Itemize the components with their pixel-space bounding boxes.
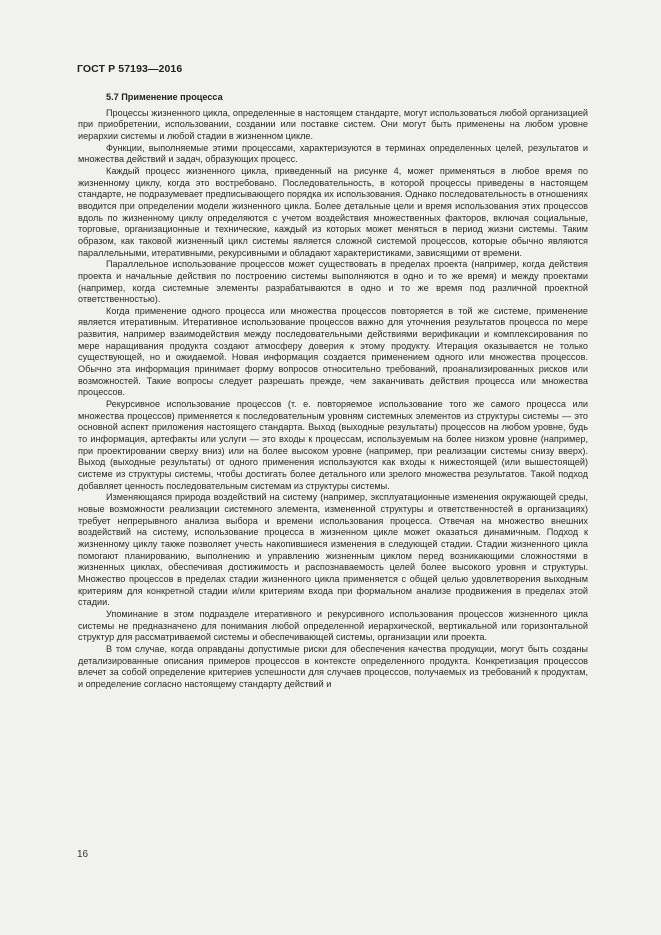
document-body: [78, 92, 588, 690]
paragraph: Каждый процесс жизненного цикла, приведенный на рисунке 4, может применяться в любое время по жизненному циклу, когда это востребовано. Последовательность, в которой процессы приведены в настоящем стандарте, не подразумевает предписывающего порядка их использования. Однако последовательность в отношениях вводится при определении модели жизненного цикла. Более детальные цели и время использования этих процессов вдоль по жизненному циклу определяются с учетом воздействия множественных факторов, включая социальные, торговые, организационные и технические, каждый из которых может меняться в период жизни системы. Таким образом, как таковой жизненный цикл системы является сложной системой процессов, которые обычно являются параллельными, итеративными, рекурсивными и обладают характеристиками, зависящими от времени.: [78, 165, 588, 258]
paragraph: Функции, выполняемые этими процессами, характеризуются в терминах определенных целей, результатов и множества действий и задач, образующих процесс.: [78, 142, 588, 165]
paragraph: Процессы жизненного цикла, определенные в настоящем стандарте, могут использоваться любой организацией при приобретении, использовании, создании или поставке систем. Они могут быть применены на любом уровне иерархии системы и любой стадии в жизненном цикле.: [78, 107, 588, 141]
paragraph: Упоминание в этом подразделе итеративного и рекурсивного использования процессов жизненного цикла системы не предназначено для понимания любой определенной иерархической, вертикальной или горизонтальной структур для рассматриваемой системы и обеспечивающей системы, организации или проекта.: [78, 608, 588, 643]
section-title: 5.7 Применение процесса: [106, 92, 223, 102]
paragraph: Рекурсивное использование процессов (т. е. повторяемое использование того же самого процесса или множества процессов) применяется к последовательным уровням системных элементов из структуры системы — это основной аспект приложения настоящего стандарта. Выход (выходные результаты) процессов на любом уровне, будь то информация, артефакты или услуги — это входы к процессам, используемым на более низком уровне (например, при проектировании сверху вниз) или на более высоком уровне (например, при реализации системы снизу вверх). Выход (выходные результаты) от одного применения используются как входы к нижестоящей (или вышестоящей) системе из структуры системы, чтобы достигать более детального или зрелого множества результатов. Такой подход добавляет ценность последовательным системам из структуры системы.: [78, 399, 588, 491]
document-code-header: ГОСТ Р 57193—2016: [77, 63, 183, 75]
paragraph: В том случае, когда оправданы допустимые риски для обеспечения качества продукции, могут быть созданы детализированные описания примеров процессов в контексте определенного продукта. Конкретизация процессов влечет за собой определение критериев успешности для случаев процессов, получаемых из требований к продуктам, и определение согласно настоящему стандарту действий и: [78, 643, 588, 689]
page-number: 16: [77, 849, 89, 860]
paragraph: Когда применение одного процесса или множества процессов повторяется в той же системе, применение является итеративным. Итеративное использование процессов важно для уточнения результатов процесса по мере развития, например взаимодействия между последовательными действиями верификации и комплексирования по мере наращивания продукта создают атмосферу доверия к этому продукту. Итерация оказывается не только существующей, но и ожидаемой. Новая информация создается применением одного или множества процессов. Обычно эта информация принимает форму вопросов относительно требований, проанализированных рисков или возможностей. Такие вопросы следует разрешать прежде, чем заканчивать действия процесса или множества процессов.: [78, 305, 588, 398]
paragraph: Параллельное использование процессов может существовать в пределах проекта (например, когда действия проекта и начальные действия по построению системы выполняются в одно и то же время) и между проектами (например, когда системные элементы разрабатываются в одно и то же время под различной проектной ответственностью).: [78, 259, 588, 305]
paragraph: Изменяющаяся природа воздействий на систему (например, эксплуатационные изменения окружающей среды, новые возможности реализации системного элемента, измененной структуры и ответственностей в организациях) требует непрерывного анализа выбора и времени использования процесса. Отвечая на множество внешних воздействий на систему, использование процесса в жизненном цикле может оказаться динамичным. Подход к жизненному циклу также позволяет учесть накопившиеся изменения в следующей стадии. Стадии жизненного цикла помогают планированию, выполнению и управлению жизненным циклом перед возникающими сложностями в жизненных циклах, обеспечивая достижимость и распознаваемость целей более высокого уровня и структуры. Множество процессов в пределах стадии жизненного цикла применяется с общей целью удовлетворения выходным критериям для конкретной стадии и/или критериям входа при формальном анализе продвижения в пределах этой стадии.: [78, 492, 588, 608]
